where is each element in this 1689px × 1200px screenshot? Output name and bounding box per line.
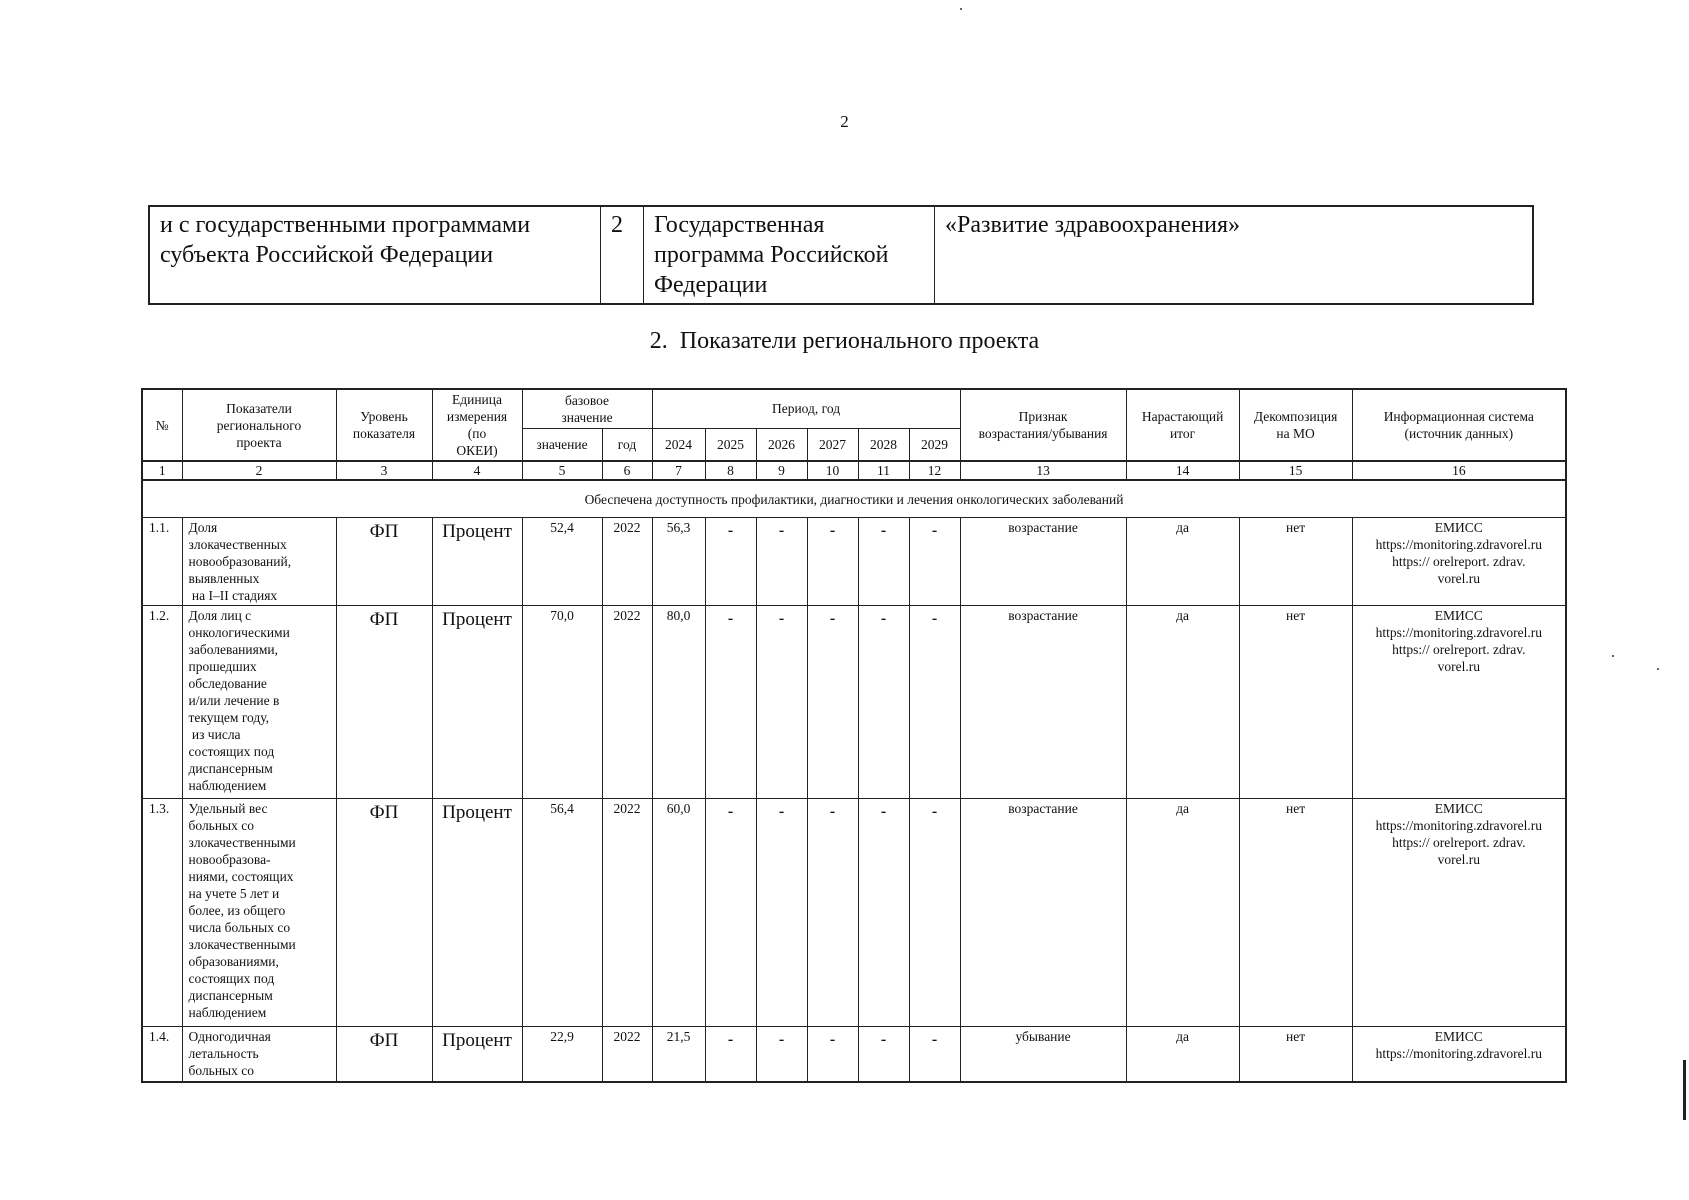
- data-source-line: https:// orelreport. zdrav.: [1392, 554, 1526, 569]
- header-line: Признак: [1018, 409, 1068, 424]
- header-trend: [960, 389, 1126, 461]
- programs-index-cell: 2: [601, 206, 644, 304]
- header-row: [142, 389, 1566, 428]
- value-2024: 21,5: [652, 1027, 705, 1083]
- base-value: 70,0: [522, 606, 602, 799]
- indicator-name-line: числа больных со: [188, 920, 291, 935]
- header-line: Нарастающий: [1141, 409, 1224, 424]
- value-2026: -: [756, 1027, 807, 1083]
- program-type-line: программа Российской: [654, 242, 889, 268]
- header-line: Единица: [451, 392, 502, 407]
- cumulative-total: да: [1126, 518, 1239, 606]
- header-line: значение: [561, 409, 613, 425]
- scan-speck: [960, 8, 962, 10]
- program-type-line: Государственная: [654, 212, 825, 238]
- indicator-name-line: онкологическими: [188, 625, 290, 640]
- indicator-name-line: образованиями,: [188, 954, 279, 969]
- section-title: [0, 328, 1689, 355]
- indicator-name-line: состоящих под: [188, 744, 275, 759]
- indicator-name-line: злокачественными: [188, 937, 296, 952]
- indicator-name: [182, 606, 336, 799]
- value-2029: -: [909, 518, 960, 606]
- table-row: [142, 799, 1566, 1027]
- indicator-name-line: на учете 5 лет и: [188, 886, 280, 901]
- row-number: 1.1.: [142, 518, 182, 606]
- indicator-name-line: наблюдением: [188, 778, 267, 793]
- indicator-unit: Процент: [432, 799, 522, 1027]
- data-source-line: https://monitoring.zdravorel.ru: [1375, 537, 1543, 552]
- indicators-table: [141, 388, 1567, 1083]
- indicator-unit: Процент: [432, 518, 522, 606]
- base-year: 2022: [602, 799, 652, 1027]
- header-line: (по: [467, 426, 487, 441]
- header-line: измерения: [446, 409, 508, 424]
- value-2028: -: [858, 1027, 909, 1083]
- value-2029: -: [909, 1027, 960, 1083]
- indicator-unit: Процент: [432, 1027, 522, 1083]
- header-cumulative: [1126, 389, 1239, 461]
- programs-row: [149, 206, 1533, 304]
- section-title-text: Показатели регионального проекта: [679, 328, 1040, 354]
- indicator-level: ФП: [336, 799, 432, 1027]
- value-2027: -: [807, 606, 858, 799]
- column-number: 15: [1239, 461, 1352, 480]
- scan-speck: [1612, 655, 1614, 657]
- header-source: [1352, 389, 1566, 461]
- column-number: 8: [705, 461, 756, 480]
- column-number: 14: [1126, 461, 1239, 480]
- decomposition: нет: [1239, 799, 1352, 1027]
- header-line: показателя: [352, 426, 416, 441]
- value-2024: 80,0: [652, 606, 705, 799]
- indicator-name-line: обследование: [188, 676, 267, 691]
- cumulative-total: да: [1126, 799, 1239, 1027]
- program-type-line: Федерации: [654, 272, 768, 298]
- header-base-value: значение: [522, 428, 602, 461]
- indicator-name: [182, 1027, 336, 1083]
- header-year: 2026: [756, 428, 807, 461]
- data-source-line: https:// orelreport. zdrav.: [1392, 835, 1526, 850]
- indicator-name-line: злокачественных: [188, 537, 287, 552]
- program-name-cell: «Развитие здравоохранения»: [935, 206, 1534, 304]
- indicator-name-line: и/или лечение в: [188, 693, 280, 708]
- row-number: 1.2.: [142, 606, 182, 799]
- indicator-name-line: новообразова-: [188, 852, 271, 867]
- header-base-year: год: [602, 428, 652, 461]
- column-number: 3: [336, 461, 432, 480]
- data-source: [1352, 518, 1566, 606]
- value-2027: -: [807, 518, 858, 606]
- indicator-name-line: наблюдением: [188, 1005, 267, 1020]
- value-2027: -: [807, 799, 858, 1027]
- indicator-name-line: из числа: [188, 727, 241, 742]
- header-base: [522, 389, 652, 428]
- data-source-line: https://monitoring.zdravorel.ru: [1375, 1046, 1543, 1061]
- value-2025: -: [705, 799, 756, 1027]
- base-value: 22,9: [522, 1027, 602, 1083]
- data-source-line: ЕМИСС: [1434, 801, 1483, 816]
- scan-edge-mark: [1683, 1060, 1686, 1120]
- header-decomposition: [1239, 389, 1352, 461]
- base-year: 2022: [602, 518, 652, 606]
- header-period: Период, год: [652, 389, 960, 428]
- header-line: итог: [1169, 426, 1196, 441]
- column-number: 10: [807, 461, 858, 480]
- data-source-line: ЕМИСС: [1434, 608, 1483, 623]
- trend-sign: возрастание: [960, 799, 1126, 1027]
- indicator-name-line: летальность: [188, 1046, 259, 1061]
- trend-sign: возрастание: [960, 518, 1126, 606]
- data-source: [1352, 799, 1566, 1027]
- indicator-name-line: Удельный вес: [188, 801, 268, 816]
- value-2026: -: [756, 518, 807, 606]
- value-2028: -: [858, 518, 909, 606]
- section-number: 2.: [649, 328, 668, 354]
- table-row: [142, 518, 1566, 606]
- indicator-name-line: больных со: [188, 1063, 254, 1078]
- indicator-name-line: диспансерным: [188, 988, 273, 1003]
- indicator-name-line: ниями, состоящих: [188, 869, 294, 884]
- base-value: 52,4: [522, 518, 602, 606]
- decomposition: нет: [1239, 1027, 1352, 1083]
- column-number: 5: [522, 461, 602, 480]
- indicator-name: [182, 799, 336, 1027]
- value-2026: -: [756, 799, 807, 1027]
- cumulative-total: да: [1126, 1027, 1239, 1083]
- indicator-name-line: Доля: [188, 520, 218, 535]
- header-year: 2024: [652, 428, 705, 461]
- indicator-name-line: злокачественными: [188, 835, 296, 850]
- base-year: 2022: [602, 1027, 652, 1083]
- value-2025: -: [705, 606, 756, 799]
- base-year: 2022: [602, 606, 652, 799]
- data-source-line: vorel.ru: [1437, 852, 1480, 867]
- header-level: [336, 389, 432, 461]
- header-year: 2025: [705, 428, 756, 461]
- value-2028: -: [858, 606, 909, 799]
- programs-label-line: субъекта Российской Федерации: [160, 242, 494, 268]
- data-source: [1352, 606, 1566, 799]
- indicator-name-line: новообразований,: [188, 554, 292, 569]
- column-number: 6: [602, 461, 652, 480]
- trend-sign: возрастание: [960, 606, 1126, 799]
- decomposition: нет: [1239, 606, 1352, 799]
- indicator-name-line: Одногодичная: [188, 1029, 271, 1044]
- row-number: 1.3.: [142, 799, 182, 1027]
- header-line: возрастания/убывания: [978, 426, 1108, 441]
- program-type-cell: [644, 206, 935, 304]
- header-year: 2029: [909, 428, 960, 461]
- header-year: 2027: [807, 428, 858, 461]
- value-2025: -: [705, 518, 756, 606]
- header-line: базовое: [564, 392, 610, 408]
- indicator-level: ФП: [336, 606, 432, 799]
- trend-sign: убывание: [960, 1027, 1126, 1083]
- table-row: [142, 606, 1566, 799]
- data-source-line: ЕМИСС: [1434, 1029, 1483, 1044]
- column-number: 16: [1352, 461, 1566, 480]
- indicator-unit: Процент: [432, 606, 522, 799]
- column-number: 2: [182, 461, 336, 480]
- header-line: на МО: [1276, 426, 1315, 441]
- column-numbers-row: [142, 461, 1566, 480]
- column-number: 12: [909, 461, 960, 480]
- indicator-name-line: текущем году,: [188, 710, 270, 725]
- header-line: (источник данных): [1404, 426, 1514, 441]
- programs-label-cell: [149, 206, 601, 304]
- header-line: проекта: [236, 434, 282, 450]
- column-number: 7: [652, 461, 705, 480]
- programs-table: [148, 205, 1534, 305]
- data-source: [1352, 1027, 1566, 1083]
- programs-label-line: и с государственными программами: [160, 212, 531, 238]
- data-source-line: ЕМИСС: [1434, 520, 1483, 535]
- indicator-level: ФП: [336, 518, 432, 606]
- column-number: 4: [432, 461, 522, 480]
- column-number: 11: [858, 461, 909, 480]
- value-2025: -: [705, 1027, 756, 1083]
- header-line: регионального: [216, 417, 302, 433]
- cumulative-total: да: [1126, 606, 1239, 799]
- indicator-name-line: заболеваниями,: [188, 642, 278, 657]
- column-number: 9: [756, 461, 807, 480]
- value-2024: 60,0: [652, 799, 705, 1027]
- indicator-name-line: больных со: [188, 818, 254, 833]
- header-indicators: [182, 389, 336, 461]
- indicator-name-line: более, из общего: [188, 903, 286, 918]
- header-line: Декомпозиция: [1253, 409, 1338, 424]
- data-source-line: https:// orelreport. zdrav.: [1392, 642, 1526, 657]
- column-number: 1: [142, 461, 182, 480]
- indicator-name-line: состоящих под: [188, 971, 275, 986]
- header-line: Показатели: [226, 400, 292, 416]
- value-2027: -: [807, 1027, 858, 1083]
- data-source-line: vorel.ru: [1437, 659, 1480, 674]
- indicator-name-line: на I–II стадиях: [188, 588, 278, 603]
- header-no: №: [142, 389, 182, 461]
- indicator-name: [182, 518, 336, 606]
- value-2024: 56,3: [652, 518, 705, 606]
- base-value: 56,4: [522, 799, 602, 1027]
- value-2029: -: [909, 799, 960, 1027]
- indicator-name-line: диспансерным: [188, 761, 273, 776]
- data-source-line: vorel.ru: [1437, 571, 1480, 586]
- indicator-level: ФП: [336, 1027, 432, 1083]
- indicator-name-line: прошедших: [188, 659, 257, 674]
- page-number: 2: [840, 112, 849, 131]
- data-source-line: https://monitoring.zdravorel.ru: [1375, 818, 1543, 833]
- header-line: Информационная система: [1383, 409, 1534, 424]
- header-year: 2028: [858, 428, 909, 461]
- value-2028: -: [858, 799, 909, 1027]
- value-2029: -: [909, 606, 960, 799]
- header-line: Уровень: [360, 409, 408, 424]
- value-2026: -: [756, 606, 807, 799]
- column-number: 13: [960, 461, 1126, 480]
- indicator-name-line: выявленных: [188, 571, 260, 586]
- decomposition: нет: [1239, 518, 1352, 606]
- header-line: ОКЕИ): [456, 443, 498, 458]
- table-row: [142, 1027, 1566, 1083]
- indicator-name-line: Доля лиц с: [188, 608, 252, 623]
- scan-speck: [1657, 668, 1659, 670]
- group-row: [142, 480, 1566, 518]
- data-source-line: https://monitoring.zdravorel.ru: [1375, 625, 1543, 640]
- header-unit: [432, 389, 522, 461]
- group-title: Обеспечена доступность профилактики, диагностики и лечения онкологических заболеваний: [142, 480, 1566, 518]
- row-number: 1.4.: [142, 1027, 182, 1083]
